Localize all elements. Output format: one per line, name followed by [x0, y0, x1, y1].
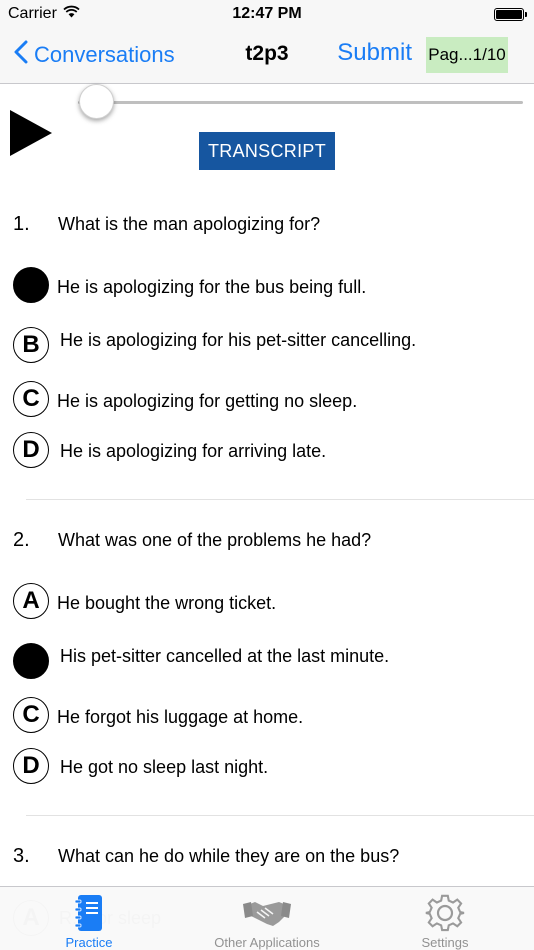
question-2-number: 2. [13, 529, 30, 551]
submit-button[interactable]: Submit [337, 39, 412, 66]
question-1-option-d-text[interactable]: He is apologizing for arriving late. [60, 441, 327, 461]
play-icon [10, 110, 52, 156]
tab-other-applications-label: Other Applications [214, 935, 320, 950]
tab-settings-label: Settings [421, 935, 469, 950]
question-2-option-c-radio[interactable] [13, 697, 49, 733]
question-divider [26, 815, 534, 816]
audio-progress-thumb[interactable] [79, 84, 114, 119]
play-button[interactable] [10, 110, 52, 161]
question-2-option-b-radio[interactable] [13, 643, 49, 679]
tab-practice-label: Practice [65, 935, 113, 950]
status-time: 12:47 PM [232, 5, 302, 22]
handshake-icon [243, 892, 291, 934]
navigation-bar [0, 28, 534, 84]
option-letter: D [22, 436, 40, 463]
question-2-option-b-text[interactable]: His pet-sitter cancelled at the last minute. [60, 646, 390, 666]
question-3-number: 3. [13, 845, 30, 867]
question-1-option-d-radio[interactable] [13, 432, 49, 468]
tab-practice[interactable] [40, 887, 138, 950]
question-1-option-b-text[interactable]: He is apologizing for his pet-sitter cancelling. [60, 330, 417, 350]
tab-settings[interactable] [400, 887, 490, 950]
question-1-option-a-radio[interactable] [13, 267, 49, 303]
option-letter: C [22, 385, 40, 412]
audio-progress-track[interactable] [78, 101, 523, 104]
question-2-text: What was one of the problems he had? [58, 530, 372, 550]
gear-icon [425, 892, 465, 934]
transcript-button[interactable]: TRANSCRIPT [199, 132, 335, 170]
question-divider [26, 499, 534, 500]
question-1-option-b-radio[interactable] [13, 327, 49, 363]
back-button[interactable] [14, 40, 175, 70]
battery-icon [494, 8, 524, 21]
question-1-number: 1. [13, 213, 30, 235]
question-1-option-a-text[interactable]: He is apologizing for the bus being full. [57, 277, 367, 297]
question-2-option-d-text[interactable]: He got no sleep last night. [60, 757, 269, 777]
question-2-option-c-text[interactable]: He forgot his luggage at home. [57, 707, 304, 727]
question-1-option-c-text[interactable]: He is apologizing for getting no sleep. [57, 391, 358, 411]
question-1-text: What is the man apologizing for? [58, 214, 321, 234]
option-letter: B [22, 331, 40, 358]
tab-bar [0, 886, 534, 950]
option-letter: C [22, 701, 40, 728]
page-title: t2p3 [245, 42, 289, 65]
question-3-text: What can he do while they are on the bus? [58, 846, 400, 866]
question-1-option-c-radio[interactable] [13, 381, 49, 417]
question-2-option-a-text[interactable]: He bought the wrong ticket. [57, 593, 277, 613]
page-indicator-button[interactable]: Pag...1/10 [426, 37, 508, 73]
status-bar [0, 0, 534, 28]
chevron-left-icon [14, 40, 28, 70]
back-button-label: Conversations [34, 42, 175, 67]
carrier-label: Carrier [8, 5, 57, 22]
question-2-option-d-radio[interactable] [13, 748, 49, 784]
notebook-icon [74, 892, 104, 934]
option-letter: D [22, 752, 40, 779]
option-letter: A [22, 587, 40, 614]
tab-other-applications[interactable] [200, 887, 334, 950]
question-2-option-a-radio[interactable] [13, 583, 49, 619]
